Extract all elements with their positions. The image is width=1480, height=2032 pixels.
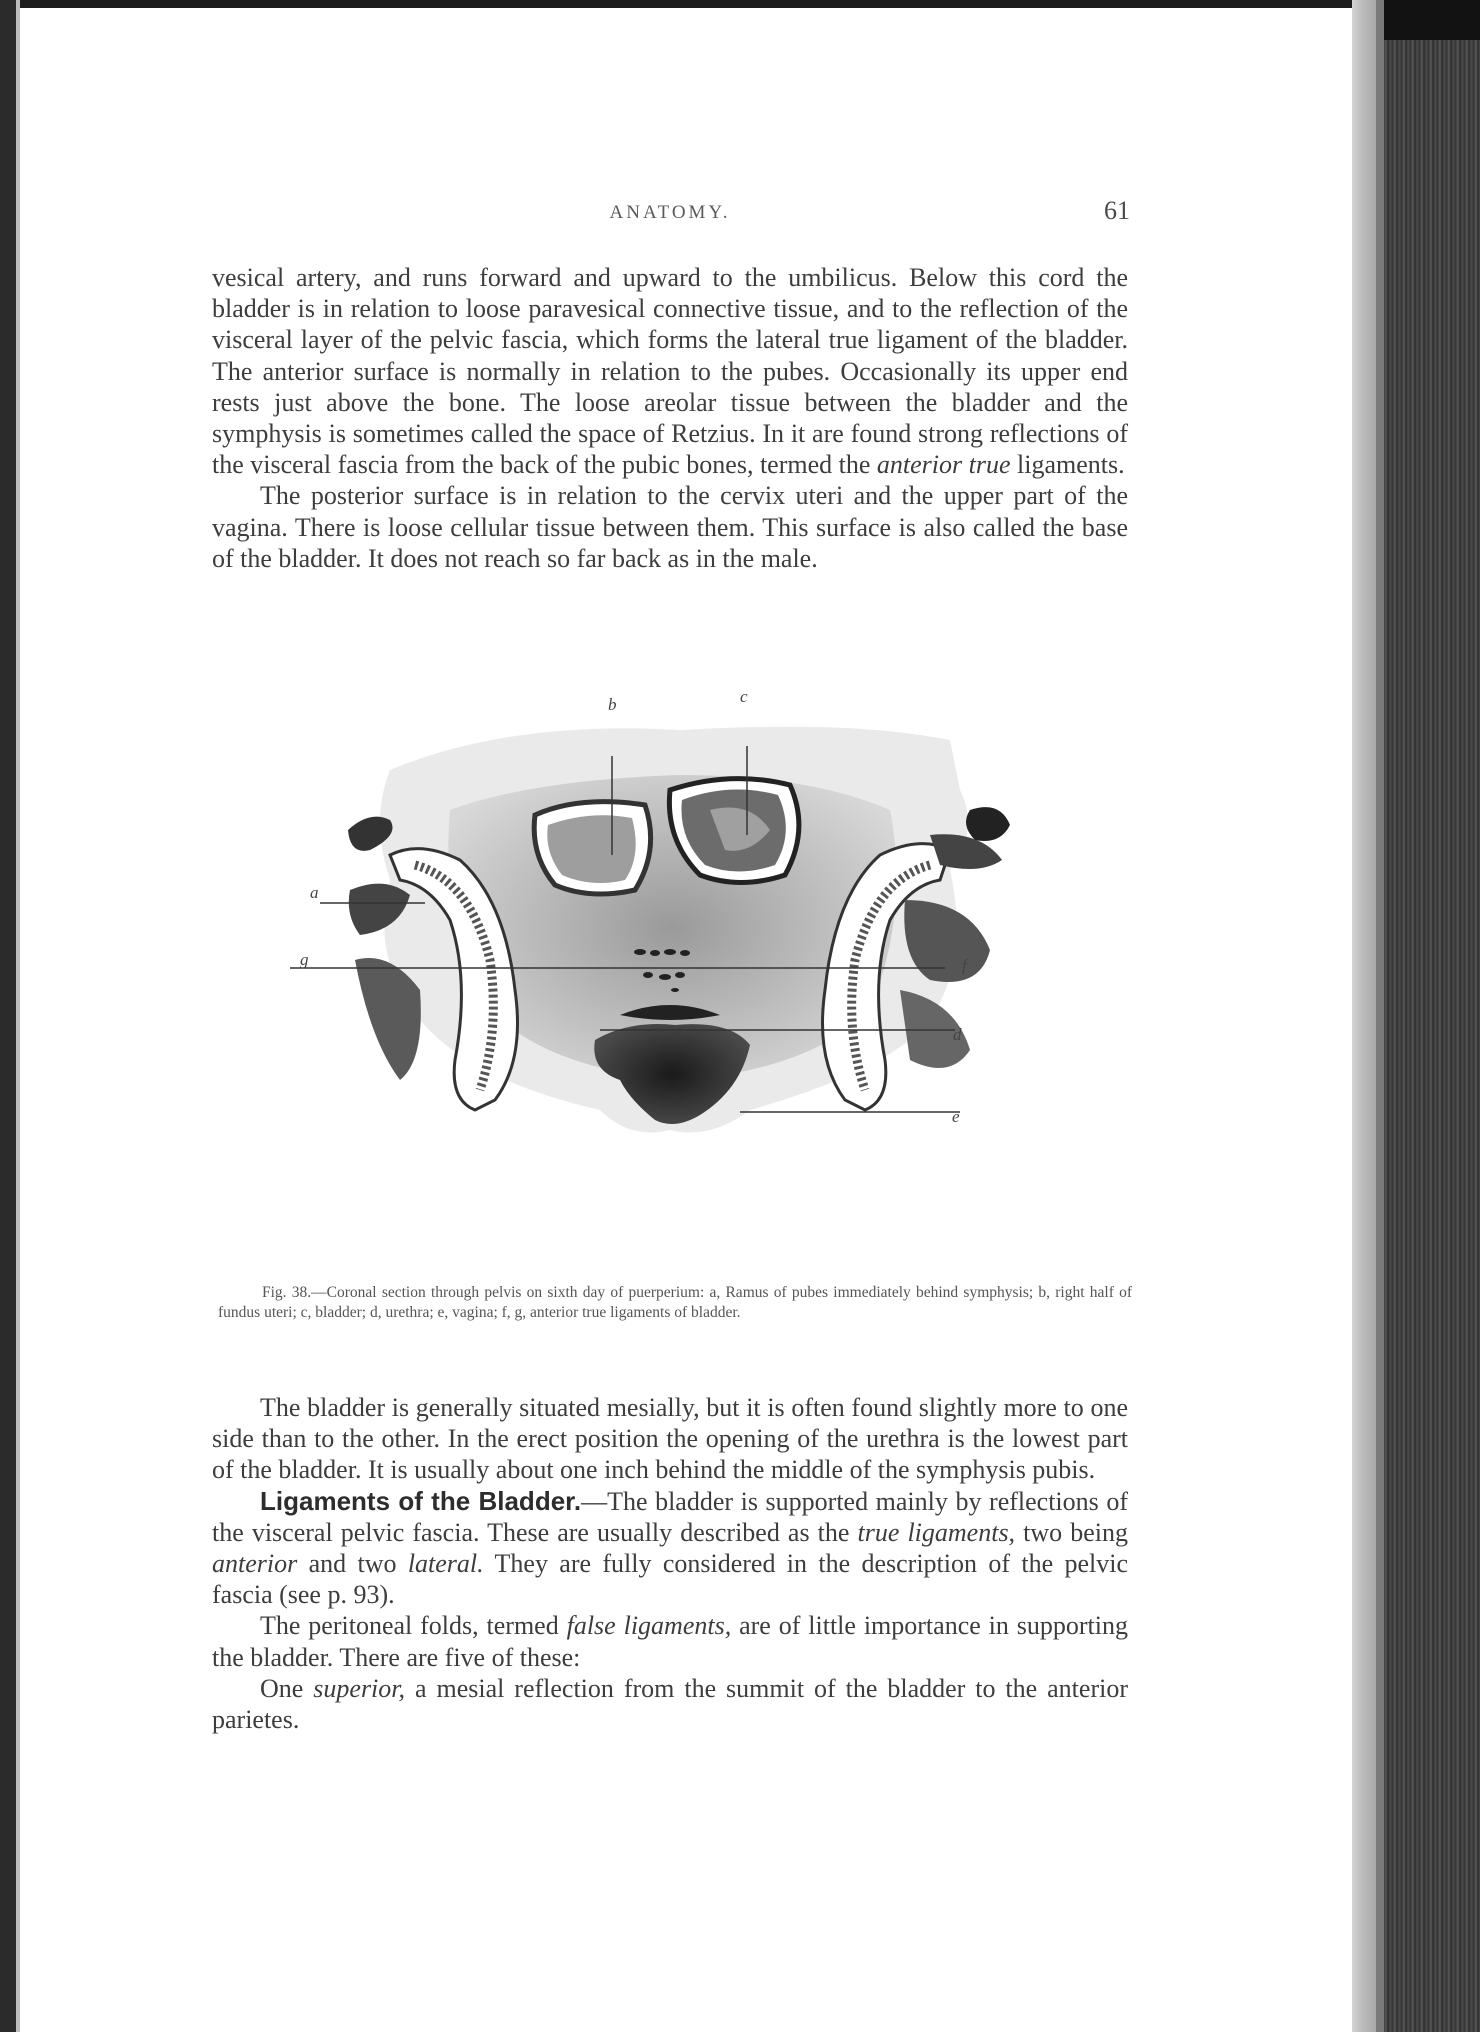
paragraph-5-text-a: The peritoneal folds, termed (260, 1611, 567, 1641)
label-b: b (608, 695, 617, 714)
paragraph-4-italic-3: lateral. (407, 1549, 484, 1579)
book-block-edge (1384, 0, 1480, 2032)
body-text-bottom (212, 1392, 1128, 1735)
section-heading: Ligaments of the Bladder. (260, 1485, 582, 1516)
paragraph-4-text-d: They are fully considered in the description of the pelvic fascia (see p. 93). (212, 1549, 1128, 1610)
caption-text: Fig. 38.—Coronal section through pelvis on sixth day of puerperium: a, Ramus of pubes immediately behind symphysis; b, right half of fundus uteri; c, bladder; d, urethra; e, vagina; f, g, anterior true ligaments of bladder. (218, 1284, 1132, 1321)
paragraph-5 (212, 1610, 1128, 1672)
paragraph-4-text-a: —The bladder is supported mainly by reflections of the visceral pelvic fascia. These are usually described as the (212, 1486, 1128, 1547)
paragraph-1-text: vesical artery, and runs forward and upward to the umbilicus. Below this cord the bladder is in relation to loose paravesical connective tissue, and to the reflection of the visceral layer of the pelvic fascia, which forms the lateral true ligament of the bladder. The anterior surface is normally in relation to the pubes. Occasionally its upper end rests just above the bone. The loose areolar tissue between the bladder and the symphysis is sometimes called the space of Retzius. In it are found strong reflections of the visceral fascia from the back of the pubic bones, termed the (212, 263, 1128, 480)
paragraph-2: The posterior surface is in relation to the cervix uteri and the upper part of the vagina. There is loose cellular tissue between them. This surface is also called the base of the bladder. It does not reach so far back as in the male. (212, 481, 1128, 573)
paragraph-4-text-b: two being (1015, 1517, 1128, 1547)
paragraph-6-italic: superior, (313, 1673, 406, 1703)
page-number: 61 (1104, 196, 1130, 225)
fundus-interior (547, 815, 635, 883)
paragraph-4-italic-2: anterior (212, 1549, 298, 1579)
label-f: f (962, 956, 967, 975)
running-header (210, 196, 1130, 236)
paragraph-1-end: ligaments. (1010, 450, 1125, 480)
book-block-top (1384, 0, 1480, 40)
paragraph-1 (212, 262, 1128, 480)
paragraph-3: The bladder is generally situated mesially, but it is often found slightly more to one side than to the other. In the erect position the opening of the urethra is the lowest part of the bladder. It is usually about one inch behind the middle of the symphysis pubis. (212, 1393, 1128, 1485)
paragraph-4-text-c: and two (297, 1549, 408, 1579)
paragraph-6-text-b: a mesial reflection from the summit of the bladder to the anterior parietes. (212, 1673, 1128, 1735)
label-g: g (300, 950, 309, 969)
left-page-edge (0, 0, 16, 2032)
paragraph-1-italic: anterior true (876, 450, 1011, 480)
figure-38-illustration (300, 660, 1030, 1260)
paragraph-5-italic: false ligaments, (566, 1611, 732, 1641)
figure-caption (218, 1283, 1132, 1322)
paragraph-6 (212, 1673, 1128, 1735)
paragraph-5-text-b: are of little importance in supporting the bladder. There are five of these: (212, 1611, 1128, 1672)
label-d: d (953, 1025, 962, 1044)
label-e: e (952, 1107, 960, 1126)
label-a: a (310, 883, 319, 902)
top-edge (0, 0, 1360, 8)
left-page-edge-inner (16, 0, 20, 2032)
right-muscle-1 (966, 807, 1010, 841)
running-title: ANATOMY. (609, 202, 731, 223)
label-c: c (740, 687, 748, 706)
paragraph-6-text-a: One (260, 1673, 314, 1703)
paragraph-4-italic-1: true ligaments, (857, 1517, 1016, 1547)
body-text-top (212, 262, 1128, 574)
page-fore-edge-shadow (1376, 0, 1384, 2032)
page-fore-edge (1352, 0, 1376, 2032)
paragraph-4 (212, 1486, 1128, 1611)
